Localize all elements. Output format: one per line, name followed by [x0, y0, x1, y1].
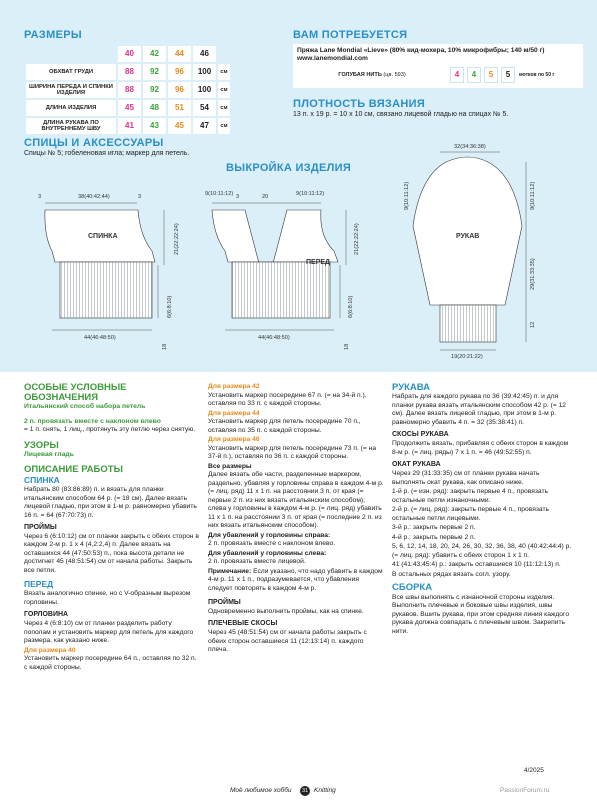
- size-row-label: ОБХВАТ ГРУДИ: [26, 64, 116, 80]
- dim-back-3a: 3: [38, 194, 42, 200]
- size-cell: 54: [193, 100, 216, 116]
- cap-row-2: 2-й р. (= лиц. ряд): закрыть первые 4 п., провязать остальные петли лицевыми.: [392, 506, 550, 522]
- skein-count: 5: [501, 67, 515, 83]
- gauge-text: 13 п. х 19 р. = 10 х 10 см, связано лицевой гладью на спицах № 5.: [293, 111, 509, 118]
- neck-title: ГОРЛОВИНА: [24, 611, 69, 619]
- dim-front-20: 20: [262, 194, 269, 200]
- page-number: 31: [301, 788, 309, 794]
- size-unit: см: [218, 82, 230, 98]
- dim-sleeve-29: 29(31:33:35): [530, 258, 536, 290]
- right-dec-title: Для убавлений у горловины справа:: [208, 531, 331, 539]
- sleeve-shape: [413, 157, 522, 305]
- size-header: 42: [143, 46, 166, 62]
- tools-text: Спицы № 5; гобеленовая игла; маркер для петель.: [24, 150, 190, 157]
- decrease-title: 2 п. провязать вместе с наклоном влево: [24, 417, 161, 425]
- skein-count: 4: [450, 67, 464, 83]
- dim-front-18: 18: [344, 343, 350, 350]
- cap-row-7: В остальных рядах вязать согл. узору.: [392, 570, 511, 578]
- dim-back-44: 44(46:48:50): [84, 335, 116, 341]
- yarn-description: Пряжа Lane Mondial «Lieve» (80% кид-мохера, 10% микрофибры; 140 м/50 г): [297, 47, 545, 54]
- size40-text: Установить маркер посередине 64 п., оставляя по 32 п. с каждой стороны.: [24, 655, 197, 671]
- dim-back-21: 21(22:22:24): [174, 223, 180, 255]
- assembly-text: Все швы выполнять с изнаночной стороны изделия. Выполнить плечевые и боковые швы изделия, швы рукавов. Вшить рукава, при этом средняя линия каждого рукава должна совпадать с плечевым швом. Закрепить нити.: [392, 593, 570, 635]
- size-cell: 100: [193, 82, 216, 98]
- size-cell: 45: [168, 118, 191, 134]
- size-cell: 41: [118, 118, 141, 134]
- cap-row-6: 41 (41:43:45:4) р.: закрыть оставшиеся 10 (11:12:13) п.: [392, 561, 561, 569]
- skein-unit: мотков по 50 г: [519, 71, 555, 78]
- note-title: Примечание:: [208, 567, 252, 575]
- armholes2-text: Одновременно выполнить проймы, как на спинке.: [208, 607, 364, 615]
- special-heading: ОСОБЫЕ УСЛОВНЫЕ ОБОЗНАЧЕНИЯ: [24, 382, 127, 403]
- size-header: 40: [118, 46, 141, 62]
- assembly-heading: СБОРКА: [392, 582, 433, 594]
- pattern-diagram: [0, 140, 597, 372]
- size-unit: см: [218, 100, 230, 116]
- back-text: Набрать 80 (83:86:89) п. и вязать для планки итальянским способом 64 р. (= 18 см). Далее вязать лицевой гладью, при этом в 1-м р. равномерно убавить 16 п. = 64 (67:70:73) п.: [24, 486, 197, 519]
- front-title: ПЕРЕД: [24, 579, 54, 590]
- yarn-color-code: (цв. 593): [383, 71, 406, 78]
- left-dec-title: Для убавлений у горловины слева:: [208, 549, 327, 557]
- sleeve-ribbing: [440, 305, 496, 342]
- cast-on-title: Итальянский способ набора петель: [24, 402, 146, 410]
- size40-title: Для размера 40: [24, 646, 76, 654]
- cap-row-4: 4-й р.: закрыть первые 2 п.: [392, 533, 476, 541]
- issue-number: 4/2025: [524, 767, 544, 774]
- bevel-title: СКОСЫ РУКАВА: [392, 431, 449, 439]
- dim-sleeve-9b: 9(10:11:12): [530, 181, 536, 210]
- column-2: [208, 383, 384, 656]
- back-ribbing: [60, 262, 152, 318]
- size-unit: см: [218, 118, 230, 134]
- back-label: СПИНКА: [88, 233, 118, 240]
- dim-front-6: 6(6:8:10): [348, 295, 354, 318]
- all-sizes-text: Далее вязать обе части, разделенные маркером, раздельно, убавляя у горловины справа в каждом 4-м р. (= лиц. ряд) 11 х 1 п. на расстоянии 3 п. от края (= первые 2 п. из них вязать итальянским способом); слева у горловины в каждом 4-м р. (= лиц. ряд) убавить 11 х 1 п. на расстоянии 3 п. от края (= последние 2 п. из них вязать итальянским способом).: [208, 471, 384, 529]
- size-cell: 88: [118, 64, 141, 80]
- pattern-title: ВЫКРОЙКА ИЗДЕЛИЯ: [226, 162, 352, 174]
- materials-title: ВАМ ПОТРЕБУЕТСЯ: [293, 29, 408, 41]
- gauge-title: ПЛОТНОСТЬ ВЯЗАНИЯ: [293, 98, 426, 110]
- yarn-box: [293, 44, 583, 88]
- sleeve-label: РУКАВ: [456, 233, 480, 240]
- back-title: СПИНКА: [24, 475, 60, 486]
- dim-front-9a: 9(10:11:12): [205, 191, 234, 197]
- cap-row-5: 5, 6, 12, 14, 18, 20, 24, 26, 30, 32, 36, 38, 40 (40:42:44:4) р. (= лиц. ряд): убавить с обеих сторон 1 х 1 п.: [392, 543, 572, 559]
- note-text: Если указано, что надо убавить в каждом 4-м р. 11 х 1 п., подразумевается, что убавления следует повторять в каждом 4-м р.: [208, 567, 383, 592]
- front-text: Вязать аналогично спинке, но с V-образным вырезом горловины.: [24, 590, 191, 606]
- knitting-label: Knitting: [314, 787, 336, 794]
- shoulders-text: Через 45 (48:51:54) см от начала работы закрыть с обеих сторон оставшиеся 11 (12:13:14) п. каждого плеча.: [208, 629, 367, 654]
- front-ribbing: [232, 262, 330, 318]
- neck-text: Через 4 (6:8:10) см от планки разделить работу пополам и установить маркер для петель для каждого размера, как указано ниже.: [24, 620, 194, 645]
- size-row-label: ШИРИНА ПЕРЕДА И СПИНКИ ИЗДЕЛИЯ: [26, 82, 116, 98]
- description-heading: ОПИСАНИЕ РАБОТЫ: [24, 464, 123, 476]
- size46-title: Для размера 46: [208, 436, 260, 443]
- right-dec-text: 2 п. провязать вместе с наклоном влево.: [208, 540, 336, 547]
- skein-count: 5: [484, 67, 498, 83]
- dim-sleeve-9a: 9(10:11:12): [404, 181, 410, 210]
- size-cell: 47: [193, 118, 216, 134]
- size-header: 44: [168, 46, 191, 62]
- size-cell: 88: [118, 82, 141, 98]
- dim-front-9b: 9(10:11:12): [296, 191, 325, 197]
- patterns-heading: УЗОРЫ: [24, 439, 59, 451]
- all-sizes-title: Все размеры: [208, 462, 252, 470]
- size-cell: 96: [168, 82, 191, 98]
- dim-sleeve-19: 19(20:21:22): [451, 354, 483, 360]
- dim-front-3: 3: [236, 194, 240, 200]
- size46-text: Установить маркер для петель посередине 73 п. (= на 37-й п.), оставляя по 36 п. с каждой стороны.: [208, 444, 377, 460]
- size42-title: Для размера 42: [208, 383, 260, 390]
- left-dec-text: 2 п. провязать вместе лицевой.: [208, 558, 306, 565]
- cap-row-3: 3-й р.: закрыть первые 2 п.: [392, 524, 476, 532]
- size-row-label: ДЛИНА ИЗДЕЛИЯ: [26, 100, 116, 116]
- column-3: [392, 383, 572, 637]
- armholes-title: ПРОЙМЫ: [24, 524, 57, 532]
- size-cell: 96: [168, 64, 191, 80]
- dim-front-21: 21(22:22:24): [354, 223, 360, 255]
- size-cell: 92: [143, 64, 166, 80]
- sleeves-heading: РУКАВА: [392, 382, 431, 393]
- sleeves-text: Набрать для каждого рукава по 36 (39:42:45) п. и для планки рукава вязать итальянским способом 42 р. (= 12 см). Далее вязать лицевой гладью, при этом в 1-м р. равномерно убавить 4 п. = 32 (35:38:41) п.: [392, 393, 567, 426]
- armholes2-title: ПРОЙМЫ: [208, 599, 241, 606]
- dim-back-3b: 3: [138, 194, 142, 200]
- tools-title: СПИЦЫ И АКСЕССУАРЫ: [24, 137, 164, 149]
- dim-sleeve-12: 12: [530, 321, 536, 328]
- size-row-label: ДЛИНА РУКАВА ПО ВНУТРЕННЕМУ ШВУ: [26, 118, 116, 134]
- dim-front-44: 44(46:48:50): [258, 335, 290, 341]
- dim-back-6: 6(6:8:10): [167, 295, 173, 318]
- yarn-color-label: ГОЛУБАЯ НИТЬ: [338, 71, 382, 78]
- watermark: PassionForum.ru: [500, 787, 550, 794]
- skein-count: 4: [467, 67, 481, 83]
- front-label: ПЕРЕД: [306, 259, 331, 266]
- size-unit: см: [218, 64, 230, 80]
- patterns-text: Лицевая гладь: [24, 450, 74, 458]
- dim-back-width: 38(40:42:44): [78, 194, 110, 200]
- armholes-text: Через 6 (6:10:12) см от планки закрыть с обеих сторон в каждом 2-м р. 1 х 4 (4,2:2,4) п. Далее вязать на оставшихся 44 (47:50:53) п., пока высота детали не достигнет 45 (48:51:54) см от начала работы. Закрыть все петли.: [24, 532, 199, 574]
- size-cell: 45: [118, 100, 141, 116]
- size42-text: Установить маркер посередине 67 п. (= на 34-й п.), оставляя по 33 п. с каждой стороны.: [208, 391, 367, 407]
- size-header: 46: [193, 46, 216, 62]
- size-cell: 51: [168, 100, 191, 116]
- size44-text: Установить маркер для петель посередине 70 п., оставляя по 35 п. с каждой стороны.: [208, 418, 361, 434]
- dim-back-18: 18: [162, 343, 168, 350]
- size-cell: 100: [193, 64, 216, 80]
- decrease-text: = 1 п. снять, 1 лиц., протянуть эту петлю через снятую.: [24, 426, 196, 434]
- yarn-site: www.lanemondial.com: [297, 55, 368, 63]
- cap-row-1: 1-й р. (= изн. ряд): закрыть первые 4 п., провязать остальные петли изнаночными.: [392, 488, 549, 504]
- sizes-title: РАЗМЕРЫ: [24, 29, 82, 41]
- sizes-table: [24, 44, 232, 136]
- size-cell: 92: [143, 82, 166, 98]
- size44-title: Для размера 44: [208, 409, 260, 417]
- dim-sleeve-32: 32(34:36:38): [454, 144, 486, 150]
- column-1: [24, 383, 200, 673]
- cap-title: ОКАТ РУКАВА: [392, 461, 441, 469]
- cap-text: Через 29 (31:33:35) см от планки рукава начать выполнять окат рукава, как описано ниже.: [392, 470, 540, 486]
- size-cell: 43: [143, 118, 166, 134]
- shoulders-title: ПЛЕЧЕВЫЕ СКОСЫ: [208, 620, 278, 628]
- size-cell: 48: [143, 100, 166, 116]
- bevel-text: Продолжить вязать, прибавляя с обеих сторон в каждом 8-м р. (= лиц. ряды) 7 х 1 п. = 46 (49:52:55) п.: [392, 440, 569, 456]
- magazine-name: Моё любимое хобби: [230, 787, 292, 794]
